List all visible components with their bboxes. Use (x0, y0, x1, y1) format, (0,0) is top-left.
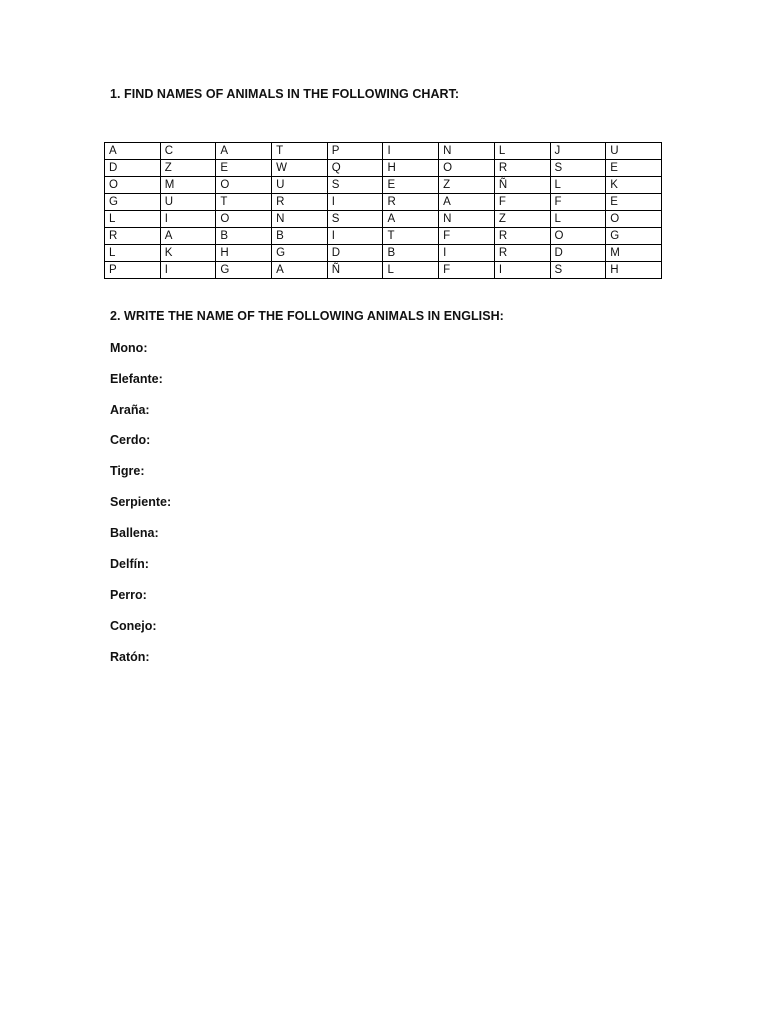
grid-cell: N (439, 211, 495, 228)
grid-cell: Ñ (494, 177, 550, 194)
grid-cell: N (272, 211, 328, 228)
grid-cell: A (272, 262, 328, 279)
grid-cell: T (216, 194, 272, 211)
grid-cell: L (105, 245, 161, 262)
grid-cell: B (272, 228, 328, 245)
grid-cell: F (439, 228, 495, 245)
grid-cell: B (216, 228, 272, 245)
animal-prompt: Ratón: (110, 650, 150, 664)
grid-cell: A (383, 211, 439, 228)
grid-cell: O (606, 211, 662, 228)
animal-prompt: Conejo: (110, 619, 157, 633)
grid-cell: W (272, 160, 328, 177)
animal-prompt: Elefante: (110, 372, 163, 386)
animal-prompt: Perro: (110, 588, 147, 602)
grid-row (105, 194, 662, 211)
grid-cell: F (550, 194, 606, 211)
grid-cell: A (216, 143, 272, 160)
grid-cell: S (550, 160, 606, 177)
grid-cell: Z (160, 160, 216, 177)
grid-row (105, 143, 662, 160)
grid-cell: E (383, 177, 439, 194)
grid-cell: I (327, 194, 383, 211)
grid-cell: U (160, 194, 216, 211)
grid-cell: D (105, 160, 161, 177)
grid-cell: H (606, 262, 662, 279)
grid-cell: F (439, 262, 495, 279)
grid-cell: O (105, 177, 161, 194)
word-search-grid (104, 142, 662, 279)
grid-cell: L (550, 211, 606, 228)
grid-cell: A (439, 194, 495, 211)
grid-cell: K (606, 177, 662, 194)
grid-cell: G (216, 262, 272, 279)
grid-row (105, 211, 662, 228)
grid-cell: Ñ (327, 262, 383, 279)
grid-cell: J (550, 143, 606, 160)
grid-cell: K (160, 245, 216, 262)
grid-cell: S (327, 177, 383, 194)
grid-cell: R (105, 228, 161, 245)
grid-cell: Z (494, 211, 550, 228)
animal-prompt: Tigre: (110, 464, 145, 478)
grid-cell: E (606, 160, 662, 177)
grid-cell: R (272, 194, 328, 211)
animal-prompt: Delfín: (110, 557, 149, 571)
grid-cell: L (105, 211, 161, 228)
animal-prompt: Araña: (110, 403, 150, 417)
grid-row (105, 262, 662, 279)
grid-cell: I (494, 262, 550, 279)
grid-cell: R (383, 194, 439, 211)
grid-cell: L (550, 177, 606, 194)
animal-prompt: Cerdo: (110, 433, 151, 447)
grid-cell: I (439, 245, 495, 262)
grid-cell: U (606, 143, 662, 160)
grid-cell: E (216, 160, 272, 177)
grid-cell: I (383, 143, 439, 160)
grid-cell: M (606, 245, 662, 262)
grid-cell: A (105, 143, 161, 160)
grid-cell: I (160, 211, 216, 228)
grid-cell: C (160, 143, 216, 160)
grid-cell: O (216, 177, 272, 194)
grid-cell: H (383, 160, 439, 177)
grid-cell: Q (327, 160, 383, 177)
grid-cell: P (105, 262, 161, 279)
grid-cell: G (272, 245, 328, 262)
section-1-heading: 1. FIND NAMES OF ANIMALS IN THE FOLLOWING CHART: (110, 87, 460, 101)
grid-cell: I (160, 262, 216, 279)
grid-row (105, 177, 662, 194)
grid-cell: D (550, 245, 606, 262)
grid-cell: P (327, 143, 383, 160)
grid-cell: L (494, 143, 550, 160)
grid-cell: T (383, 228, 439, 245)
grid-row (105, 245, 662, 262)
grid-cell: S (550, 262, 606, 279)
grid-cell: U (272, 177, 328, 194)
grid-cell: G (606, 228, 662, 245)
grid-cell: D (327, 245, 383, 262)
grid-cell: F (494, 194, 550, 211)
grid-cell: B (383, 245, 439, 262)
grid-row (105, 160, 662, 177)
grid-cell: T (272, 143, 328, 160)
grid-cell: G (105, 194, 161, 211)
grid-cell: O (216, 211, 272, 228)
animal-prompt: Mono: (110, 341, 148, 355)
grid-cell: N (439, 143, 495, 160)
grid-cell: E (606, 194, 662, 211)
animal-prompt: Serpiente: (110, 495, 172, 509)
grid-cell: R (494, 160, 550, 177)
grid-cell: R (494, 245, 550, 262)
section-2-heading: 2. WRITE THE NAME OF THE FOLLOWING ANIMALS IN ENGLISH: (110, 309, 504, 323)
grid-cell: S (327, 211, 383, 228)
grid-cell: I (327, 228, 383, 245)
grid-cell: O (439, 160, 495, 177)
grid-cell: A (160, 228, 216, 245)
grid-cell: Z (439, 177, 495, 194)
grid-cell: M (160, 177, 216, 194)
grid-cell: O (550, 228, 606, 245)
grid-cell: R (494, 228, 550, 245)
grid-row (105, 228, 662, 245)
grid-cell: L (383, 262, 439, 279)
grid-cell: H (216, 245, 272, 262)
animal-prompt: Ballena: (110, 526, 159, 540)
